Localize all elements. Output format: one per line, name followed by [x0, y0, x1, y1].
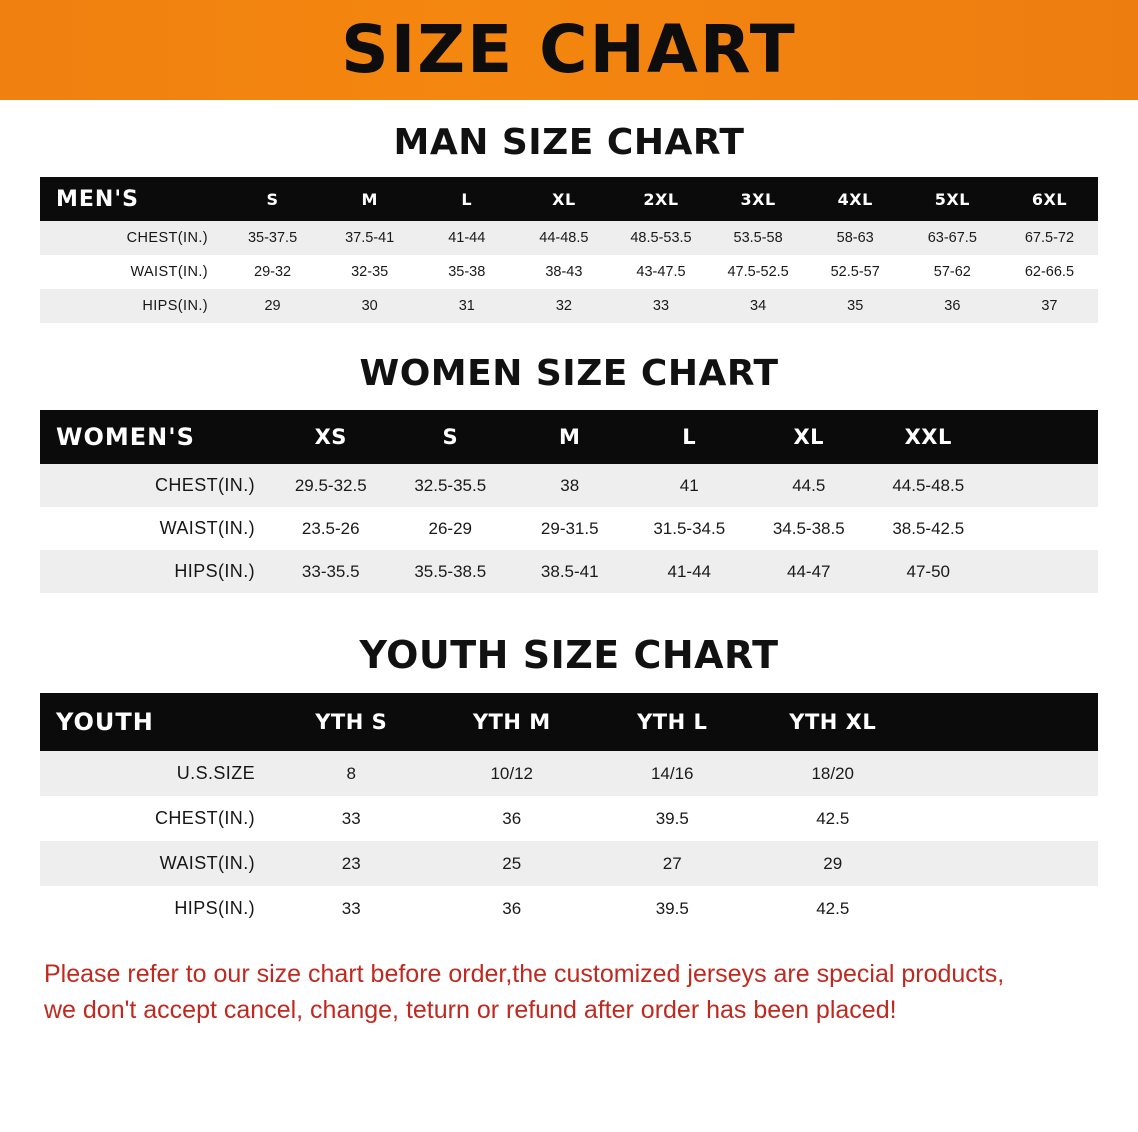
youth-col-spacer — [913, 693, 1098, 751]
table-cell: 31 — [458, 298, 475, 314]
disclaimer-note — [44, 957, 1094, 1028]
man-table-body — [40, 221, 1098, 323]
women-row-label-chest: CHEST(IN.) — [155, 475, 255, 495]
table-row — [40, 796, 1098, 841]
man-col-6: 3XL — [740, 189, 776, 209]
youth-row-label-ussize: U.S.SIZE — [176, 763, 255, 783]
table-row — [40, 464, 1098, 507]
women-row-label-hips: HIPS(IN.) — [174, 561, 255, 581]
women-table-head — [40, 410, 1098, 464]
women-table-corner: WOMEN'S — [56, 423, 195, 451]
table-cell: 29.5-32.5 — [294, 475, 367, 495]
women-table-wrap — [0, 410, 1138, 593]
youth-col-3: YTH L — [637, 710, 708, 734]
table-cell-empty — [988, 507, 1098, 550]
man-size-table — [40, 177, 1098, 323]
table-cell: 35-37.5 — [247, 230, 298, 246]
youth-table-head — [40, 693, 1098, 751]
man-col-7: 4XL — [837, 189, 873, 209]
table-cell: 39.5 — [655, 808, 689, 828]
youth-row-label-chest: CHEST(IN.) — [155, 808, 255, 828]
table-cell: 47-50 — [906, 561, 950, 581]
table-cell: 42.5 — [816, 808, 850, 828]
disclaimer-line-1: Please refer to our size chart before order,the customized jerseys are special products, — [44, 960, 1005, 988]
table-cell: 33 — [652, 298, 670, 314]
table-cell: 33 — [341, 808, 361, 828]
table-cell-empty — [913, 751, 1098, 796]
table-cell: 31.5-34.5 — [653, 518, 726, 538]
table-cell: 44.5-48.5 — [892, 475, 965, 495]
table-row — [40, 751, 1098, 796]
table-cell: 36 — [502, 898, 522, 918]
table-cell: 57-62 — [933, 264, 971, 280]
table-cell: 23.5-26 — [301, 518, 360, 538]
table-cell: 25 — [502, 853, 522, 873]
youth-col-4: YTH XL — [789, 710, 877, 734]
table-cell: 33 — [341, 898, 361, 918]
table-cell-empty — [988, 464, 1098, 507]
table-row — [40, 886, 1098, 931]
women-col-5: XL — [793, 425, 825, 449]
table-cell: 34.5-38.5 — [772, 518, 845, 538]
table-cell: 32-35 — [351, 264, 389, 280]
table-cell: 43-47.5 — [636, 264, 686, 280]
table-cell: 58-63 — [836, 230, 874, 246]
table-cell: 62-66.5 — [1024, 264, 1075, 280]
table-cell: 32.5-35.5 — [414, 475, 487, 495]
table-header-row — [40, 693, 1098, 751]
table-row — [40, 221, 1098, 255]
youth-col-1: YTH S — [315, 710, 388, 734]
youth-row-label-waist: WAIST(IN.) — [159, 853, 255, 873]
table-row — [40, 841, 1098, 886]
table-cell: 10/12 — [490, 763, 534, 783]
table-cell: 33-35.5 — [301, 561, 360, 581]
women-section-title: WOMEN SIZE CHART — [359, 353, 779, 394]
women-row-label-waist: WAIST(IN.) — [159, 518, 255, 538]
table-cell-empty — [988, 550, 1098, 593]
youth-section-title: YOUTH SIZE CHART — [359, 633, 779, 677]
man-table-corner: MEN'S — [56, 186, 139, 212]
women-col-1: XS — [314, 425, 347, 449]
man-col-5: 2XL — [643, 189, 679, 209]
table-header-row — [40, 177, 1098, 221]
table-cell: 42.5 — [816, 898, 850, 918]
table-cell: 44-47 — [787, 561, 831, 581]
man-col-9: 6XL — [1031, 189, 1068, 209]
youth-table-body — [40, 751, 1098, 931]
youth-col-2: YTH M — [472, 710, 551, 734]
women-col-spacer — [988, 410, 1098, 464]
table-cell: 48.5-53.5 — [630, 230, 692, 246]
table-cell: 29 — [823, 853, 843, 873]
table-cell: 14/16 — [650, 763, 694, 783]
table-cell: 67.5-72 — [1024, 230, 1075, 246]
table-cell-empty — [913, 886, 1098, 931]
table-cell: 35 — [847, 298, 864, 314]
banner-title: SIZE CHART — [341, 11, 797, 88]
table-cell: 35.5-38.5 — [414, 561, 487, 581]
man-col-8: 5XL — [934, 189, 970, 209]
man-section-title: MAN SIZE CHART — [393, 122, 745, 163]
man-col-2: M — [361, 189, 378, 209]
women-table-body — [40, 464, 1098, 593]
table-cell: 26-29 — [428, 518, 472, 538]
table-cell: 53.5-58 — [733, 230, 783, 246]
table-cell: 35-38 — [448, 264, 486, 280]
table-cell: 37 — [1041, 298, 1058, 314]
table-cell: 34 — [750, 298, 767, 314]
table-cell: 44-48.5 — [539, 230, 589, 246]
youth-row-label-hips: HIPS(IN.) — [174, 898, 255, 918]
table-cell: 36 — [944, 298, 961, 314]
women-col-3: M — [559, 425, 581, 449]
table-row — [40, 255, 1098, 289]
youth-size-table — [40, 693, 1098, 931]
women-col-2: S — [442, 425, 459, 449]
table-header-row — [40, 410, 1098, 464]
table-row — [40, 507, 1098, 550]
table-cell: 8 — [346, 763, 356, 783]
table-cell: 29 — [264, 298, 281, 314]
youth-table-corner: YOUTH — [56, 708, 154, 736]
man-table-head — [40, 177, 1098, 221]
table-cell: 27 — [662, 853, 682, 873]
youth-table-wrap — [0, 693, 1138, 931]
man-table-wrap — [0, 177, 1138, 323]
man-row-label-hips: HIPS(IN.) — [142, 298, 208, 314]
table-cell: 37.5-41 — [345, 230, 395, 246]
table-cell: 44.5 — [792, 475, 826, 495]
table-cell: 30 — [361, 298, 378, 314]
table-cell: 32 — [555, 298, 572, 314]
table-cell: 41 — [679, 475, 699, 495]
table-cell-empty — [913, 841, 1098, 886]
women-col-6: XXL — [904, 425, 952, 449]
man-row-label-chest: CHEST(IN.) — [126, 230, 208, 246]
table-cell: 39.5 — [655, 898, 689, 918]
table-cell: 41-44 — [667, 561, 711, 581]
table-cell: 29-32 — [254, 264, 292, 280]
table-cell: 38-43 — [545, 264, 583, 280]
man-col-3: L — [461, 189, 473, 209]
banner — [0, 0, 1138, 100]
table-cell: 29-31.5 — [540, 518, 599, 538]
table-row — [40, 550, 1098, 593]
table-cell-empty — [913, 796, 1098, 841]
table-cell: 41-44 — [448, 230, 486, 246]
women-size-table — [40, 410, 1098, 593]
table-cell: 36 — [502, 808, 522, 828]
table-row — [40, 289, 1098, 323]
table-cell: 18/20 — [811, 763, 855, 783]
disclaimer-line-2: we don't accept cancel, change, teturn or refund after order has been placed! — [44, 995, 897, 1024]
man-row-label-waist: WAIST(IN.) — [130, 264, 208, 280]
table-cell: 52.5-57 — [830, 264, 880, 280]
man-col-1: S — [266, 189, 279, 209]
table-cell: 38.5-41 — [540, 561, 599, 581]
table-cell: 38.5-42.5 — [892, 518, 965, 538]
table-cell: 23 — [341, 853, 361, 873]
man-col-4: XL — [552, 189, 576, 209]
women-col-4: L — [682, 425, 697, 449]
table-cell: 47.5-52.5 — [727, 264, 789, 280]
table-cell: 63-67.5 — [927, 230, 977, 246]
table-cell: 38 — [560, 475, 580, 495]
